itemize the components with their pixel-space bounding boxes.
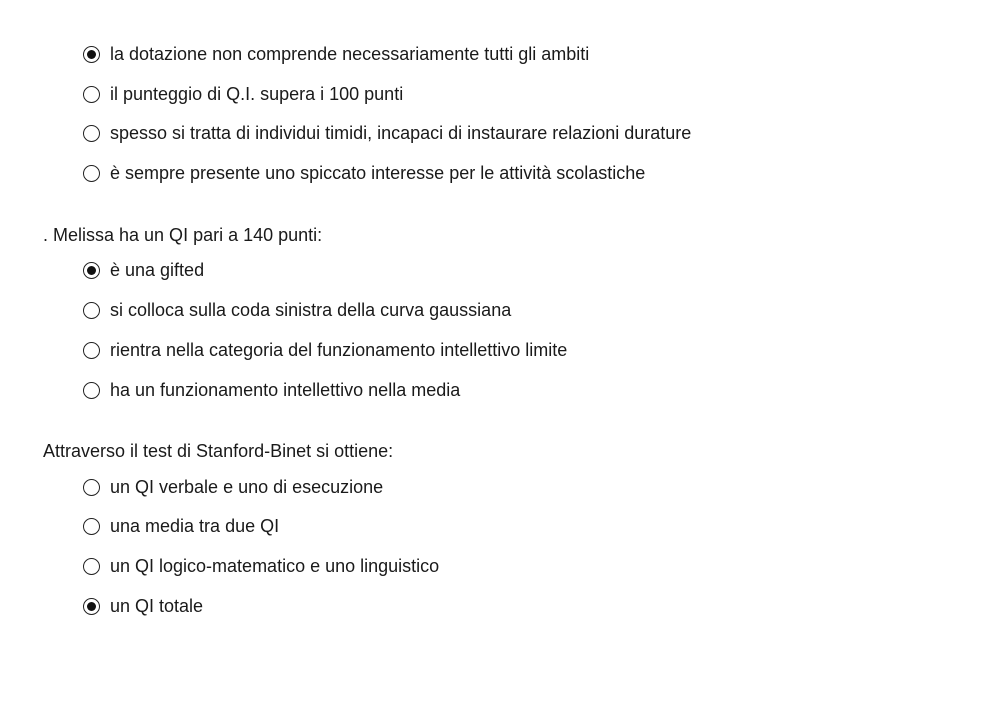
- option-label: una media tra due QI: [110, 516, 280, 536]
- option-q2-1[interactable]: [83, 259, 204, 281]
- option-q3-4[interactable]: [83, 595, 203, 617]
- option-q1-3[interactable]: [83, 122, 691, 144]
- option-q3-3[interactable]: [83, 555, 439, 577]
- option-q2-4[interactable]: [83, 379, 460, 401]
- option-q3-2[interactable]: [83, 515, 279, 537]
- radio-button-q1-1[interactable]: [83, 46, 100, 63]
- radio-button-q3-1[interactable]: [83, 479, 100, 496]
- option-q3-1[interactable]: [83, 476, 383, 498]
- option-label: spesso si tratta di individui timidi, incapaci di instaurare relazioni durature: [110, 123, 692, 143]
- option-q1-4[interactable]: [83, 162, 645, 184]
- option-q2-3[interactable]: [83, 339, 567, 361]
- option-label: la dotazione non comprende necessariamente tutti gli ambiti: [110, 44, 590, 64]
- radio-selected-dot-icon: [87, 602, 96, 611]
- radio-button-q2-2[interactable]: [83, 302, 100, 319]
- option-label: ha un funzionamento intellettivo nella media: [110, 380, 461, 400]
- option-label: si colloca sulla coda sinistra della curva gaussiana: [110, 300, 512, 320]
- radio-selected-dot-icon: [87, 266, 96, 275]
- option-label: un QI totale: [110, 596, 204, 616]
- question-title-q3: Attraverso il test di Stanford-Binet si ottiene:: [43, 441, 394, 461]
- radio-button-q2-1[interactable]: [83, 262, 100, 279]
- radio-button-q1-3[interactable]: [83, 125, 100, 142]
- radio-button-q1-2[interactable]: [83, 86, 100, 103]
- radio-button-q2-3[interactable]: [83, 342, 100, 359]
- radio-button-q3-3[interactable]: [83, 558, 100, 575]
- option-label: un QI verbale e uno di esecuzione: [110, 477, 384, 497]
- radio-button-q2-4[interactable]: [83, 382, 100, 399]
- radio-button-q3-2[interactable]: [83, 518, 100, 535]
- option-q1-1[interactable]: [83, 43, 589, 65]
- question-title-q2: . Melissa ha un QI pari a 140 punti:: [43, 225, 323, 245]
- option-q2-2[interactable]: [83, 299, 511, 321]
- option-q1-2[interactable]: [83, 83, 403, 105]
- radio-button-q3-4[interactable]: [83, 598, 100, 615]
- option-label: il punteggio di Q.I. supera i 100 punti: [110, 84, 404, 104]
- option-label: è una gifted: [110, 260, 205, 280]
- radio-button-q1-4[interactable]: [83, 165, 100, 182]
- option-label: un QI logico-matematico e uno linguistico: [110, 556, 440, 576]
- radio-selected-dot-icon: [87, 50, 96, 59]
- option-label: rientra nella categoria del funzionamento intellettivo limite: [110, 340, 568, 360]
- option-label: è sempre presente uno spiccato interesse per le attività scolastiche: [110, 163, 646, 183]
